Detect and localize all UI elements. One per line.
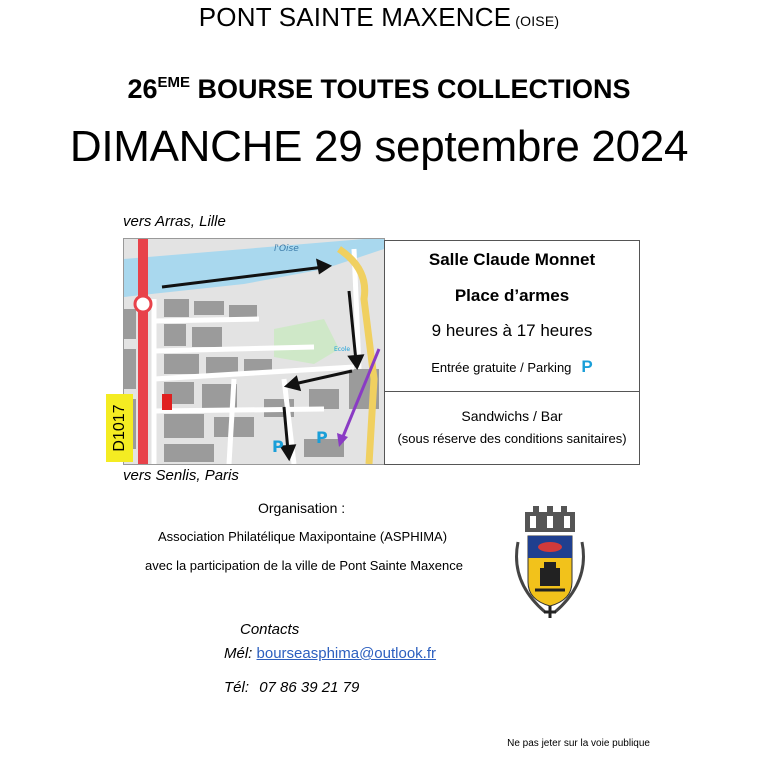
venue-place: Place d’armes	[454, 286, 570, 305]
river-label: l'Oise	[274, 244, 299, 254]
mail-line	[224, 645, 436, 662]
footer-note: Ne pas jeter sur la voie publique	[507, 738, 650, 749]
venue-marker	[162, 394, 172, 410]
entry-text: Entrée gratuite / Parking	[431, 360, 572, 375]
tel-label: Tél:	[224, 679, 250, 696]
tel-line	[224, 679, 359, 696]
main-road	[138, 239, 148, 464]
parking-icon: P	[581, 357, 593, 376]
parking-sign-2: P	[316, 428, 328, 447]
opening-hours: 9 heures à 17 heures	[431, 321, 593, 340]
venue-name: Salle Claude Monnet	[428, 250, 596, 269]
parking-sign-1: P	[272, 437, 284, 456]
town-title	[0, 2, 758, 33]
crest-icon	[510, 502, 590, 620]
organisation-participation: avec la participation de la ville de Pont Sainte Maxence	[145, 558, 463, 573]
food-bar: Sandwichs / Bar	[461, 408, 563, 424]
town-name: PONT SAINTE MAXENCE	[198, 2, 512, 32]
entry-line	[385, 357, 639, 377]
event-title	[0, 74, 758, 105]
mail-label: Mél:	[224, 645, 253, 662]
map-marker-label: Ecole	[334, 346, 351, 353]
edition-suffix: EME	[157, 74, 190, 91]
contacts-heading: Contacts	[240, 621, 300, 638]
roundabout	[135, 296, 151, 312]
organisation-heading: Organisation :	[258, 500, 346, 516]
road-label-box	[106, 394, 133, 462]
tel-number: 07 86 39 21 79	[259, 679, 360, 696]
location-map	[123, 238, 385, 465]
road-label: D1017	[110, 404, 128, 452]
organisation-association: Association Philatélique Maxipontaine (ASPHIMA)	[158, 529, 448, 544]
direction-south: vers Senlis, Paris	[123, 467, 239, 484]
direction-north: vers Arras, Lille	[123, 213, 226, 230]
mail-link[interactable]: bourseasphima@outlook.fr	[256, 645, 437, 662]
department: (OISE)	[515, 13, 560, 29]
event-date: DIMANCHE 29 septembre 2024	[69, 122, 689, 171]
food-info-box	[384, 391, 640, 465]
town-crest	[510, 502, 590, 620]
edition-number: 26	[127, 74, 158, 104]
venue-info-box	[384, 240, 640, 392]
sanitary-reserve: (sous réserve des conditions sanitaires)	[397, 431, 627, 446]
map-drawing	[124, 239, 384, 464]
event-name: BOURSE TOUTES COLLECTIONS	[197, 74, 631, 104]
